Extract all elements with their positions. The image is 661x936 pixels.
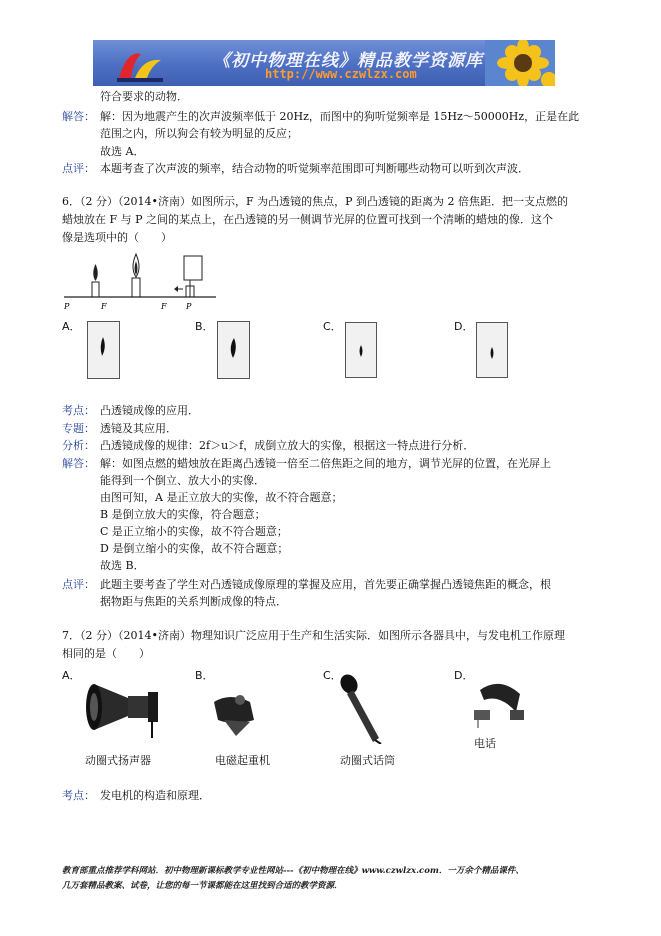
small-inverted-flame-icon (477, 323, 507, 377)
axis-label-f-right: F (161, 302, 167, 311)
prev-answer-line-2: 范围之内，所以狗会有较为明显的反应； (100, 127, 298, 140)
q6-jieda-line-7: 故选 B． (100, 559, 145, 572)
banner-url: http://www.czwlzx.com (265, 67, 417, 81)
q7-caption-c: 动圈式话筒 (340, 754, 395, 767)
footer-line-2: 几万套精品教案、试卷，让您的每一节课都能在这里找到合适的教学资源． (62, 881, 343, 891)
q7-stem-line-2: 相同的是（ ） (62, 647, 150, 660)
q6-kaodian: 凸透镜成像的应用． (100, 404, 199, 417)
telephone-handset-icon (470, 672, 530, 732)
q6-option-c-label: C． (323, 320, 342, 333)
axis-label-p-left: P (64, 302, 70, 311)
q7-option-d-label: D． (454, 669, 474, 682)
loudspeaker-icon (80, 672, 170, 742)
prev-answer-label: 解答： (62, 110, 95, 123)
axis-label-f-left: F (101, 302, 107, 311)
q6-dianping-label: 点评： (62, 578, 95, 591)
q6-jieda-line-5: C 是正立缩小的实像，故不符合题意； (100, 525, 288, 538)
prev-comment: 本题考查了次声波的频率，结合动物的听觉频率范围即可判断哪些动物可以听到次声波． (100, 162, 529, 175)
q6-fenxi-label: 分析： (62, 439, 95, 452)
banner-title: 《初中物理在线》精品教学资源库 (213, 51, 483, 71)
q6-jieda-line-1: 解：如图点燃的蜡烛放在距离凸透镜一倍至二倍焦距之间的地方，调节光屏的位置，在光屏上 (100, 457, 551, 470)
q6-option-b-image (217, 321, 250, 379)
q7-option-a-label: A． (62, 669, 81, 682)
q7-caption-b: 电磁起重机 (215, 754, 270, 767)
q6-jieda-line-4: B 是倒立放大的实像，符合题意； (100, 508, 266, 521)
q6-jieda-label: 解答： (62, 457, 95, 470)
q6-kaodian-label: 考点： (62, 404, 95, 417)
q6-option-a-image (87, 321, 120, 379)
q7-option-b-label: B． (195, 669, 214, 682)
microphone-icon (335, 672, 395, 744)
header-banner (93, 40, 555, 86)
q6-stem-line-1: 6．（2 分）（2014•济南）如图所示，F 为凸透镜的焦点，P 到凸透镜的距离为 2 倍焦距．把一支点燃的 (62, 195, 568, 208)
flame-icon (88, 322, 119, 378)
q7-stem-line-1: 7．（2 分）（2014•济南）物理知识广泛应用于生产和生活实际．如图所示各器具中，与发电机工作原理 (62, 629, 565, 642)
q7-caption-d: 电话 (474, 737, 496, 750)
q6-dianping-line-1: 此题主要考查了学生对凸透镜成像原理的掌握及应用，首先要正确掌握凸透镜焦距的概念，根 (100, 578, 551, 591)
axis-label-p-right: P (186, 302, 192, 311)
electromagnetic-crane-icon (210, 690, 270, 740)
inverted-flame-icon (218, 322, 249, 378)
q6-option-d-image (476, 322, 508, 378)
q6-zhuanti: 透镜及其应用． (100, 422, 177, 435)
q6-zhuanti-label: 专题： (62, 422, 95, 435)
small-flame-icon (346, 323, 376, 377)
q6-stem-line-2: 蜡烛放在 F 与 P 之间的某点上，在凸透镜的另一侧调节光屏的位置可找到一个清晰的蜡烛的像．这个 (62, 213, 554, 226)
prev-answer-line-3: 故选 A． (100, 145, 145, 158)
q6-fenxi: 凸透镜成像的规律：2f＞u＞f，成倒立放大的实像，根据这一特点进行分析． (100, 439, 475, 452)
prev-answer-line-1: 解：因为地震产生的次声波频率低于 20Hz，而图中的狗听觉频率是 15Hz～50000Hz，正是在此 (100, 110, 580, 123)
q7-option-c-label: C． (323, 669, 342, 682)
q6-optical-bench-diagram (60, 248, 220, 314)
footer-line-1: 教育部重点推荐学科网站．初中物理新课标教学专业性网站---《初中物理在线》www.czwlzx.com．一万余个精品课件、 (62, 866, 524, 876)
site-logo-icon (113, 44, 173, 84)
sunflower-icon (485, 40, 555, 86)
q6-option-c-image (345, 322, 377, 378)
q6-jieda-line-3: 由图可知，A 是正立放大的实像，故不符合题意； (100, 491, 343, 504)
q7-kaodian-label: 考点： (62, 789, 95, 802)
prev-line: 符合要求的动物． (100, 90, 188, 103)
q7-kaodian: 发电机的构造和原理． (100, 789, 210, 802)
q6-jieda-line-6: D 是倒立缩小的实像，故不符合题意； (100, 542, 289, 555)
q6-option-d-label: D． (454, 320, 474, 333)
prev-comment-label: 点评： (62, 162, 95, 175)
q6-option-b-label: B． (195, 320, 214, 333)
q6-stem-line-3: 像是选项中的（ ） (62, 231, 172, 244)
q6-jieda-line-2: 能得到一个倒立、放大小的实像． (100, 474, 265, 487)
q7-caption-a: 动圈式扬声器 (85, 754, 151, 767)
q6-dianping-line-2: 据物距与焦距的关系判断成像的特点． (100, 595, 287, 608)
q6-option-a-label: A． (62, 320, 81, 333)
